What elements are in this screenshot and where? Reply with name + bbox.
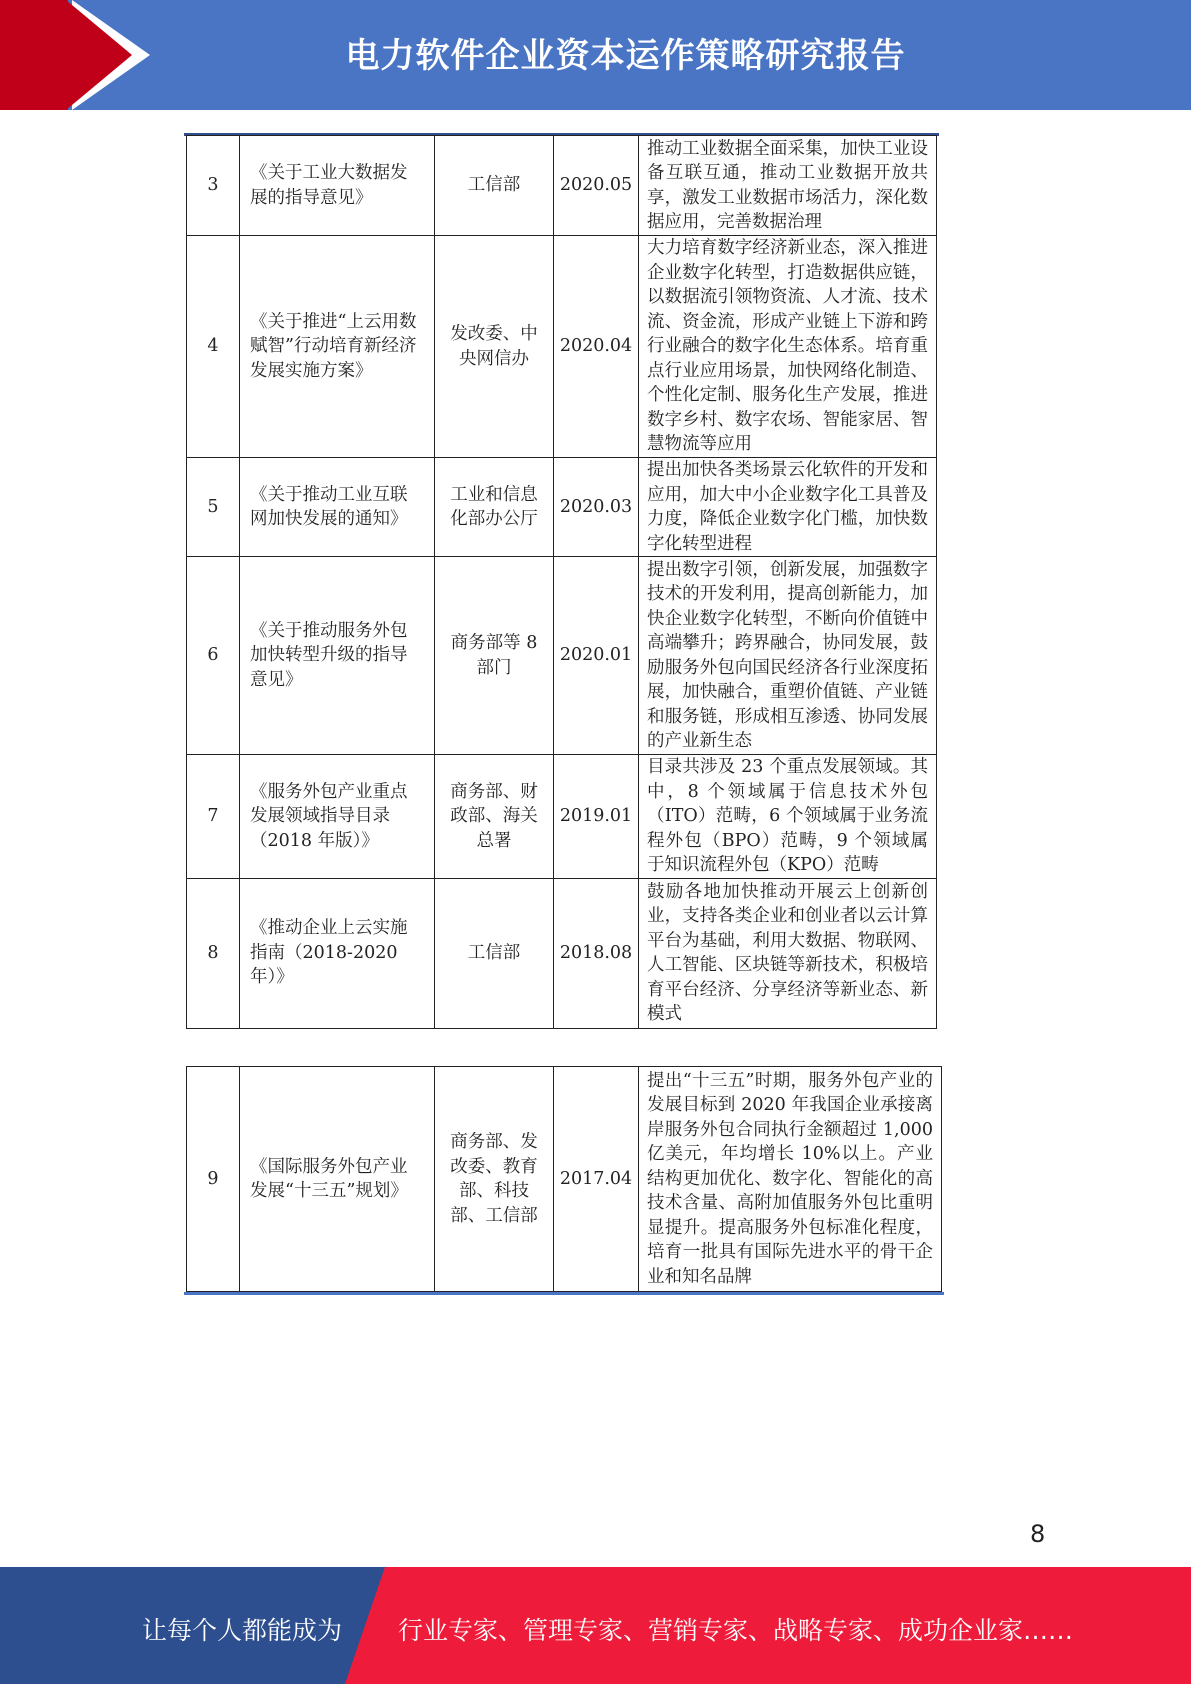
issuing-department: 工信部: [435, 878, 554, 1028]
policy-description: 推动工业数据全面采集，加快工业设备互联互通，推动工业数据开放共享，激发工业数据市场活力，深化数据应用，完善数据治理: [639, 136, 937, 236]
red-block-decoration: [0, 0, 68, 110]
table-row: [187, 1067, 942, 1292]
table-row: [187, 458, 937, 557]
policy-name: 《关于推进“上云用数赋智”行动培育新经济发展实施方案》: [240, 236, 435, 458]
policy-name: 《国际服务外包产业发展“十三五”规划》: [240, 1067, 435, 1292]
issue-date: 2020.04: [554, 236, 639, 458]
policy-table: [186, 135, 937, 1029]
report-title: 电力软件企业资本运作策略研究报告: [345, 36, 906, 76]
policy-description: 大力培育数字经济新业态，深入推进企业数字化转型，打造数据供应链，以数据流引领物资流、人才流、技术流、资金流，形成产业链上下游和跨行业融合的数字化生态体系。培育重点行业应用场景，加快网络化制造、个性化定制、服务化生产发展，推进数字乡村、数字农场、智能家居、智慧物流等应用: [639, 236, 937, 458]
issuing-department: 商务部等 8 部门: [435, 557, 554, 755]
issuing-department: 工业和信息化部办公厅: [435, 458, 554, 557]
footer-banner: [0, 1567, 1191, 1684]
issue-date: 2020.01: [554, 557, 639, 755]
policy-description: 鼓励各地加快推动开展云上创新创业，支持各类企业和创业者以云计算平台为基础，利用大数据、物联网、人工智能、区块链等新技术，积极培育平台经济、分享经济等新业态、新模式: [639, 878, 937, 1028]
issuing-department: 工信部: [435, 136, 554, 236]
footer-slogan-lead: 让每个人都能成为: [142, 1616, 343, 1645]
row-number: 4: [187, 236, 240, 458]
red-arrow-decoration: [66, 0, 132, 110]
row-number: 3: [187, 136, 240, 236]
row-number: 5: [187, 458, 240, 557]
row-number: 7: [187, 755, 240, 879]
issuing-department: 商务部、财政部、海关总署: [435, 755, 554, 879]
issue-date: 2020.03: [554, 458, 639, 557]
table-bottom-rule: [184, 1292, 944, 1295]
policy-description: 目录共涉及 23 个重点发展领域。其中，8 个领域属于信息技术外包（ITO）范畴，6 个领域属于业务流程外包（BPO）范畴，9 个领域属于知识流程外包（KPO）范畴: [639, 755, 937, 879]
policy-name: 《关于推动服务外包加快转型升级的指导意见》: [240, 557, 435, 755]
issuing-department: 发改委、中央网信办: [435, 236, 554, 458]
policy-name: 《关于工业大数据发展的指导意见》: [240, 136, 435, 236]
row-number: 6: [187, 557, 240, 755]
issue-date: 2017.04: [554, 1067, 639, 1292]
table-row: [187, 755, 937, 879]
policy-table-continued: [186, 1066, 942, 1292]
issue-date: 2019.01: [554, 755, 639, 879]
issue-date: 2018.08: [554, 878, 639, 1028]
footer-slant-decoration: [345, 1567, 385, 1684]
policy-name: 《关于推动工业互联网加快发展的通知》: [240, 458, 435, 557]
policy-description: 提出“十三五”时期，服务外包产业的发展目标到 2020 年我国企业承接离岸服务外包合同执行金额超过 1,000 亿美元，年均增长 10%以上。产业结构更加优化、数字化、智能化的高技术含量、高附加值服务外包比重明显提升。提高服务外包标准化程度，培育一批具有国际先进水平的骨干企业和知名品牌: [639, 1067, 942, 1292]
policy-name: 《推动企业上云实施指南（2018-2020 年）》: [240, 878, 435, 1028]
table-row: [187, 557, 937, 755]
policy-name: 《服务外包产业重点发展领域指导目录（2018 年版）》: [240, 755, 435, 879]
page-number: 8: [1030, 1520, 1046, 1548]
issuing-department: 商务部、发改委、教育部、科技部、工信部: [435, 1067, 554, 1292]
row-number: 8: [187, 878, 240, 1028]
table-row: [187, 136, 937, 236]
row-number: 9: [187, 1067, 240, 1292]
table-row: [187, 878, 937, 1028]
header-banner: [0, 0, 1191, 110]
issue-date: 2020.05: [554, 136, 639, 236]
table-row: [187, 236, 937, 458]
footer-slogan-roles: 行业专家、管理专家、营销专家、战略专家、成功企业家……: [398, 1616, 1074, 1645]
policy-description: 提出数字引领，创新发展，加强数字技术的开发利用，提高创新能力，加快企业数字化转型，不断向价值链中高端攀升；跨界融合，协同发展，鼓励服务外包向国民经济各行业深度拓展，加快融合，重塑价值链、产业链和服务链，形成相互渗透、协同发展的产业新生态: [639, 557, 937, 755]
policy-description: 提出加快各类场景云化软件的开发和应用，加大中小企业数字化工具普及力度，降低企业数字化门槛，加快数字化转型进程: [639, 458, 937, 557]
